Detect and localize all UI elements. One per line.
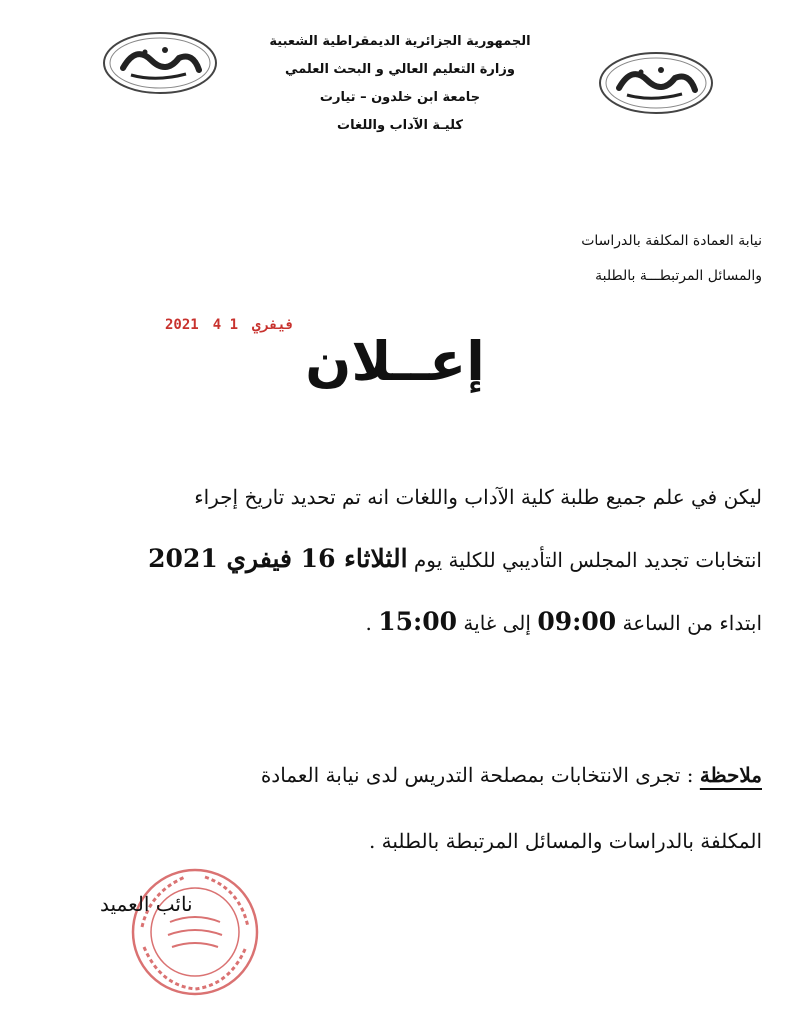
official-seal-icon (130, 867, 260, 997)
election-date: الثلاثاء 16 فيفري 2021 (148, 544, 408, 573)
body-line-1: ليكن في علم جميع طلبة كلية الآداب واللغات انه تم تحديد تاريخ إجراء (194, 485, 762, 509)
university-logo-left-icon (101, 30, 219, 96)
office-line-1: نيابة العمادة المكلفة بالدراسات (581, 233, 762, 249)
note-label: ملاحظة (699, 763, 762, 787)
faculty-name: كليـة الآداب واللغات (337, 118, 463, 133)
body-line-3 (100, 591, 762, 654)
announcement-body (100, 466, 762, 654)
date-stamp-year: 2021 (165, 317, 199, 333)
republic-name: الجمهورية الجزائرية الديمقراطية الشعبية (269, 34, 531, 49)
note-text-1: : تجرى الانتخابات بمصلحة التدريس لدى نيابة العمادة (260, 763, 694, 787)
letterhead (250, 28, 550, 140)
note-section (100, 742, 762, 874)
office-line-2: والمسائل المرتبطـــة بالطلبة (595, 268, 762, 284)
date-stamp-month: فيفري (252, 317, 295, 333)
body-line-3-end: . (365, 611, 372, 635)
body-line-2 (100, 528, 762, 591)
body-line-2-text: انتخابات تجديد المجلس التأديبي للكلية يوم (413, 548, 762, 572)
signature-title: نائب العميد (100, 892, 193, 916)
university-logo-right-icon (597, 50, 715, 116)
note-line-1 (100, 742, 762, 808)
note-line-2: المكلفة بالدراسات والمسائل المرتبطة بالطلبة . (368, 829, 762, 853)
university-name: جامعة ابن خلدون – تيارت (319, 90, 481, 105)
body-line-3-text: ابتداء من الساعة (622, 611, 762, 635)
university-logo-left (101, 30, 219, 96)
issuing-office (581, 224, 762, 294)
university-logo-right (597, 50, 715, 116)
body-line-3-until: إلى غاية (463, 611, 531, 635)
end-time: 15:00 (378, 607, 458, 636)
ministry-name: وزارة التعليم العالي و البحث العلمي (285, 62, 515, 77)
announcement-title: إعــلان (305, 330, 485, 393)
official-seal (130, 867, 260, 997)
start-time: 09:00 (537, 607, 617, 636)
date-stamp-day: 1 4 (212, 317, 239, 333)
